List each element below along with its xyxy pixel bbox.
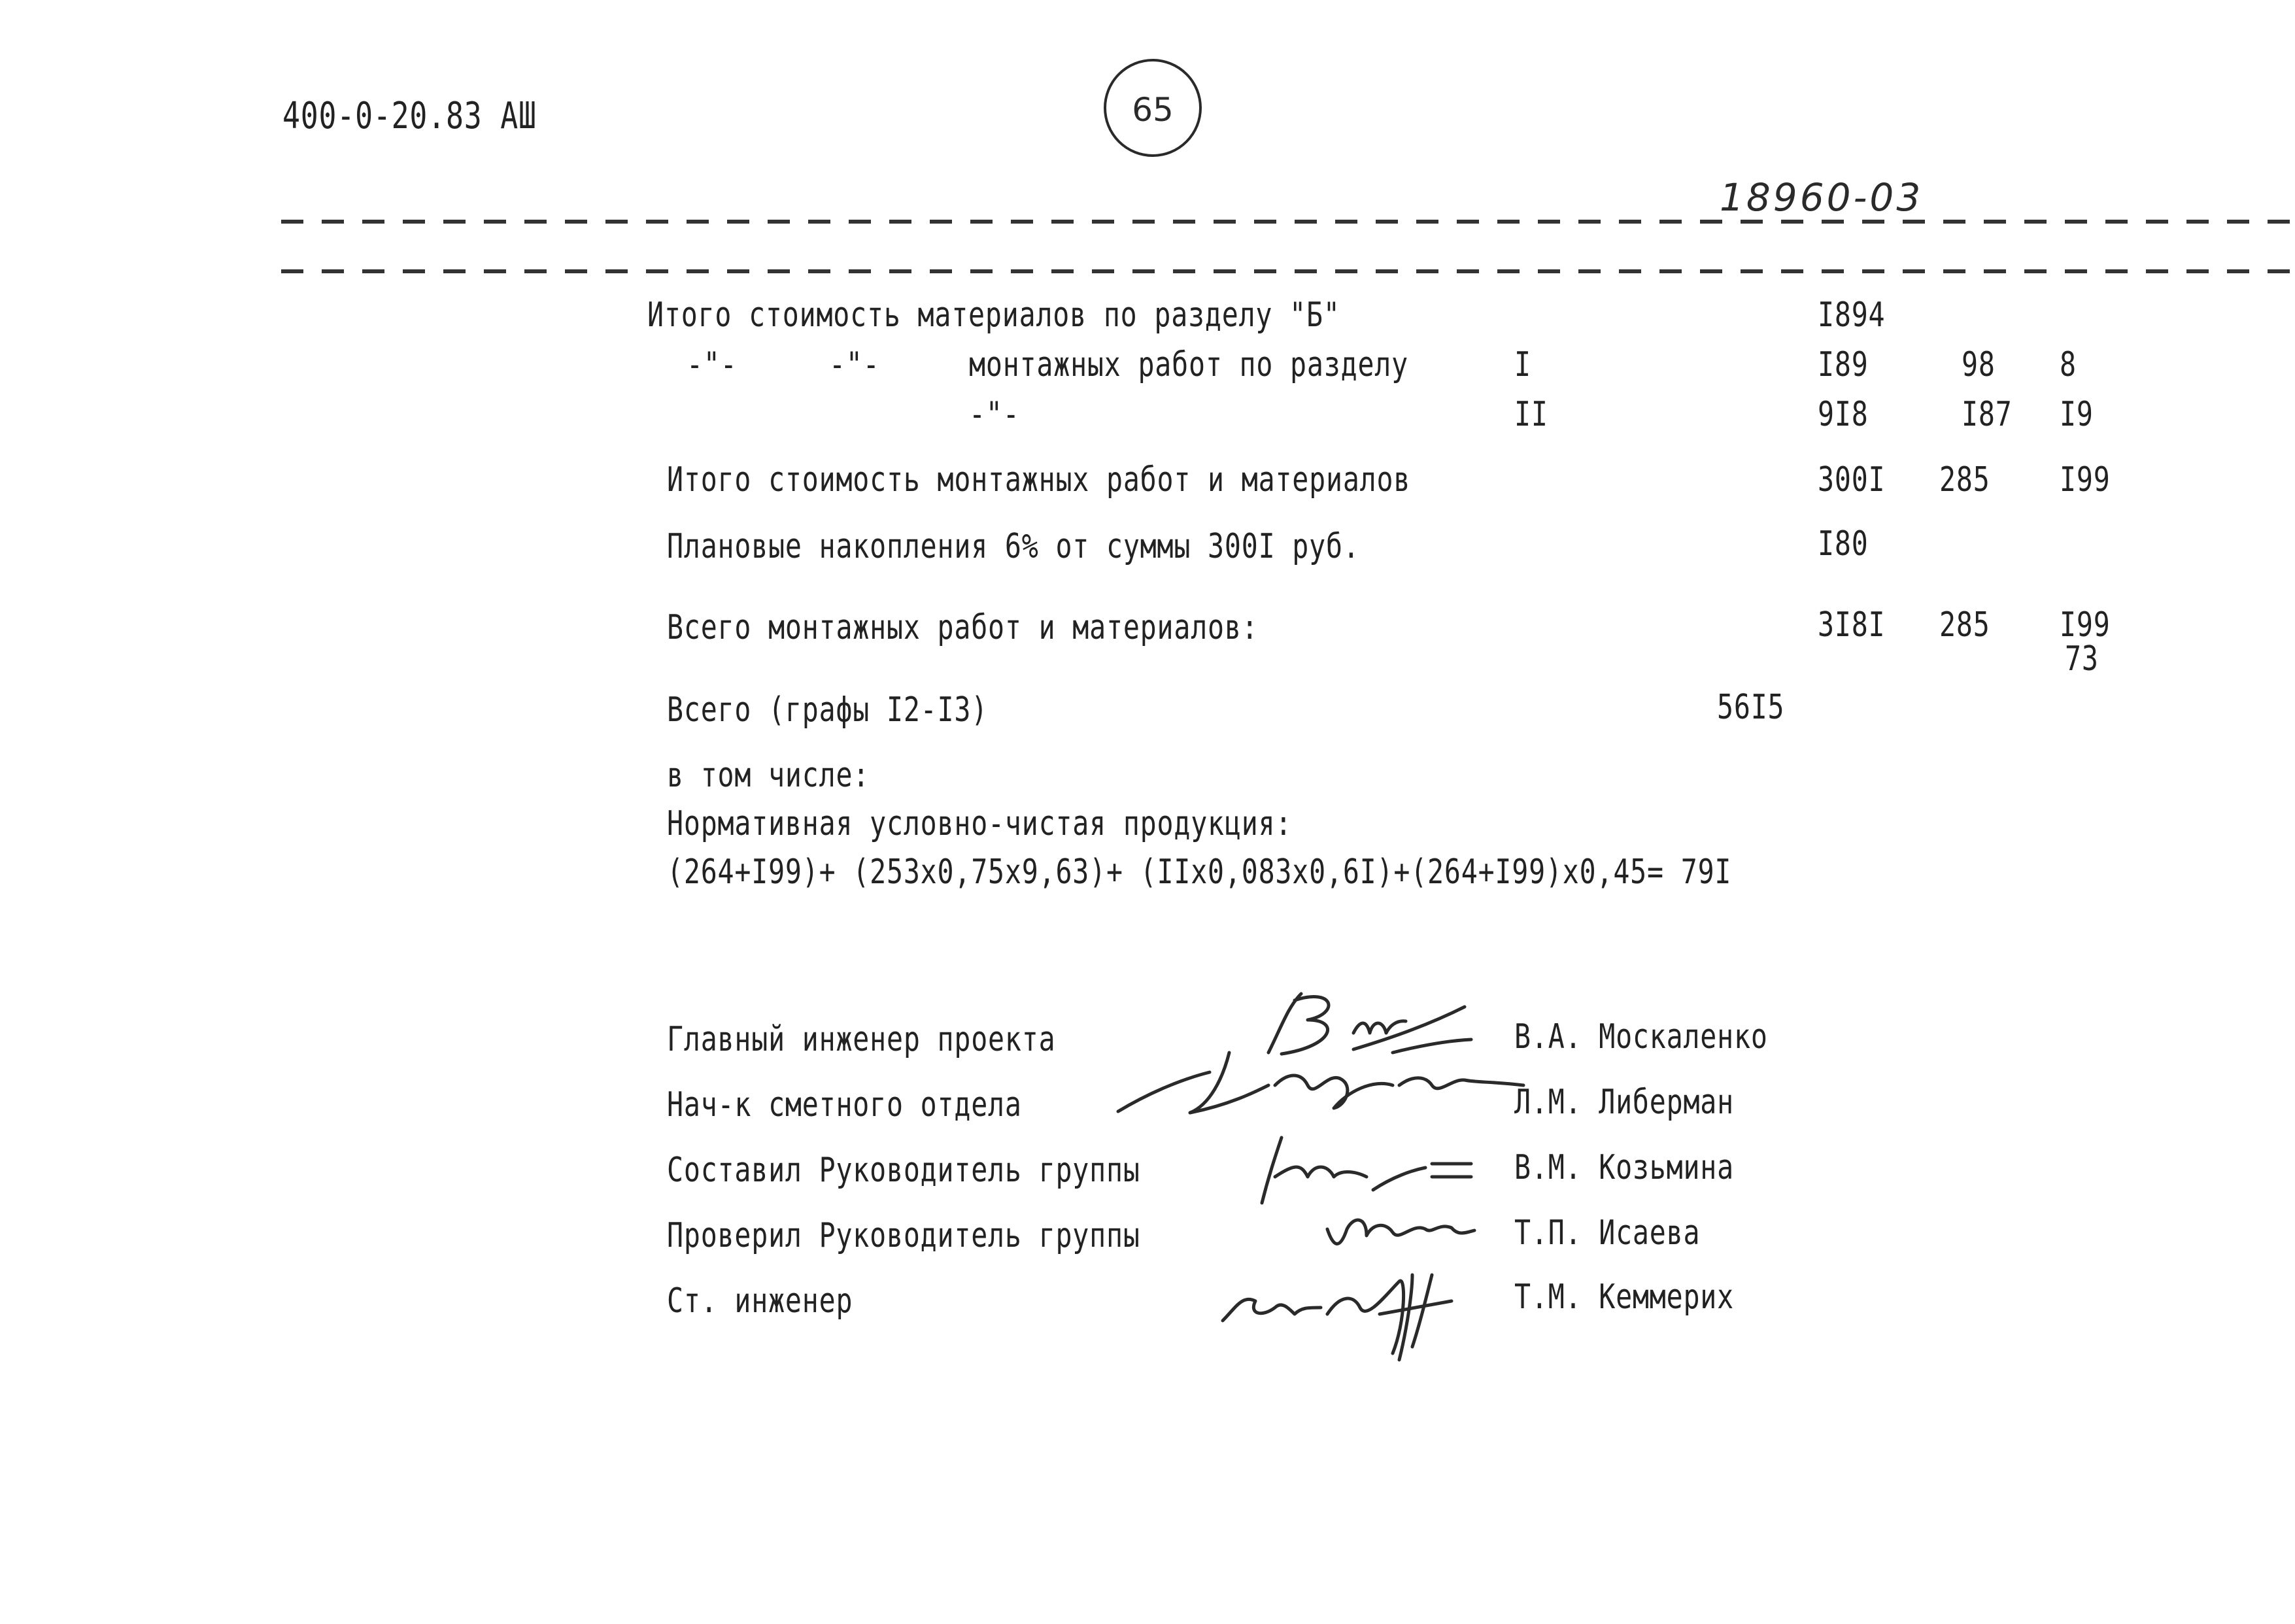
- grand-total-label: Всего монтажных работ и материалов:: [667, 608, 1259, 647]
- including-label: в том числе:: [667, 756, 870, 795]
- signatory-name: В.А. Москаленко: [1514, 1017, 1768, 1057]
- materials-total-label: Итого стоимость материалов по разделу "Б": [647, 296, 1340, 335]
- ditto-mark: -"-: [969, 395, 1020, 434]
- ditto-mark: -"-: [687, 345, 738, 384]
- signature-kemmerikh: [1216, 1255, 1465, 1366]
- section1-value-1: I89: [1818, 345, 1869, 384]
- signature-title: Ст. инженер: [667, 1281, 853, 1321]
- planned-savings-value: I80: [1818, 524, 1869, 564]
- signatory-name: В.М. Козьмина: [1514, 1148, 1734, 1187]
- document-code: 400-0-20.83 АШ: [282, 95, 537, 137]
- signature-liberman: [1112, 1040, 1530, 1125]
- section2-value-2: I87: [1962, 395, 2013, 434]
- grand-total-value-4: 73: [2065, 639, 2099, 679]
- signature-isaeva: [1321, 1196, 1478, 1262]
- dashed-divider-bottom: [281, 269, 2295, 273]
- works-materials-total-label: Итого стоимость монтажных работ и материалов: [667, 460, 1411, 499]
- columns-total-value: 56I5: [1717, 688, 1785, 727]
- section2-value-1: 9I8: [1818, 395, 1869, 434]
- handwritten-sheet-number: 18960-03: [1720, 175, 1924, 220]
- ditto-mark: -"-: [829, 345, 880, 384]
- installation-works-label: монтажных работ по разделу: [969, 345, 1408, 384]
- signatory-name: Т.П. Исаева: [1514, 1213, 1701, 1253]
- columns-total-label: Всего (графы I2-I3): [667, 690, 989, 730]
- signature-title: Главный инженер проекта: [667, 1020, 1056, 1059]
- dashed-divider-top: [281, 220, 2295, 224]
- normative-product-label: Нормативная условно-чистая продукция:: [667, 804, 1293, 843]
- signatory-name: Т.М. Кеммерих: [1514, 1277, 1734, 1317]
- signature-title: Проверил Руководитель группы: [667, 1216, 1140, 1255]
- planned-savings-label: Плановые накопления 6% от суммы 300I руб.: [667, 527, 1360, 566]
- works-materials-total-value-2: 285: [1939, 460, 1990, 499]
- signature-title: Составил Руководитель группы: [667, 1151, 1140, 1190]
- grand-total-value-2: 285: [1939, 605, 1990, 645]
- section1-value-3: 8: [2060, 345, 2077, 384]
- signature-title: Нач-к сметного отдела: [667, 1085, 1022, 1125]
- page-number: 65: [1132, 91, 1174, 129]
- materials-total-value: I894: [1818, 296, 1886, 335]
- grand-total-value-1: 3I8I: [1818, 605, 1886, 645]
- signatory-name: Л.М. Либерман: [1514, 1083, 1734, 1122]
- section-number: I: [1514, 345, 1531, 384]
- grand-total-value-3: I99: [2060, 605, 2111, 645]
- normative-formula: (264+I99)+ (253x0,75x9,63)+ (IIx0,083x0,6I)+(264+I99)x0,45= 79I: [667, 853, 1732, 892]
- section1-value-2: 98: [1962, 345, 1996, 384]
- works-materials-total-value-1: 300I: [1818, 460, 1886, 499]
- works-materials-total-value-3: I99: [2060, 460, 2111, 499]
- section2-value-3: I9: [2060, 395, 2094, 434]
- page-number-circle: [1104, 59, 1202, 157]
- section-number: II: [1514, 395, 1548, 434]
